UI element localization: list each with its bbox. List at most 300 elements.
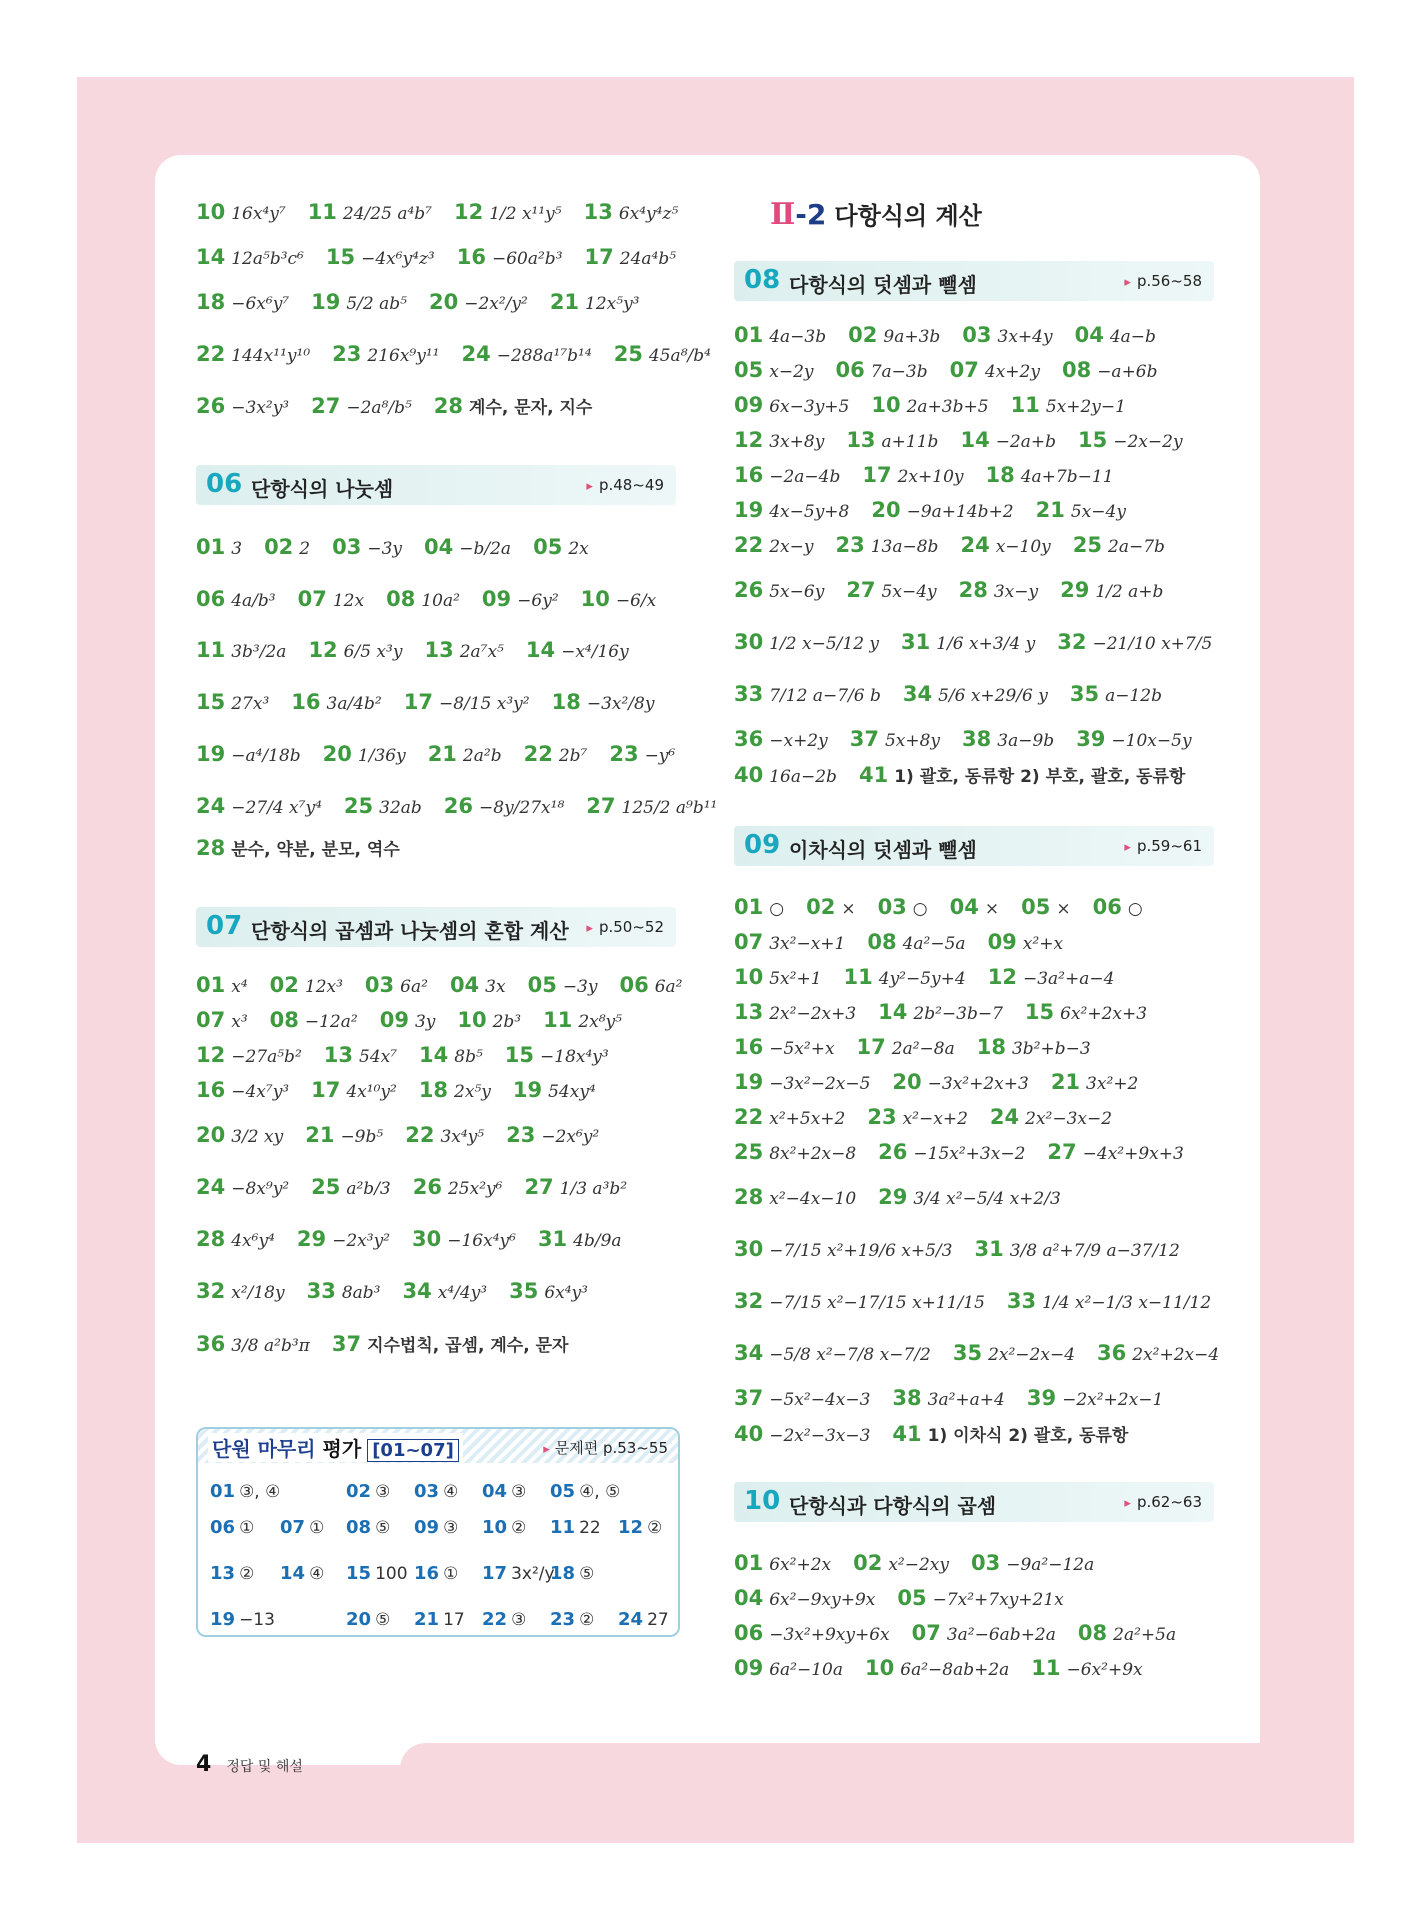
answer-item [734,965,822,989]
review-title-text: 단원 마무리 [212,1437,316,1461]
answer-item [196,1175,289,1199]
answer-number: 06 [835,358,865,382]
answer-value: 3x²+2 [1086,1074,1139,1094]
answer-value: 12a⁵b³c⁶ [231,249,304,269]
answer-row [196,535,611,559]
answer-item [953,1341,1075,1365]
answer-item [305,1123,383,1147]
answer-number: 20 [322,742,352,766]
answer-value: 32ab [379,798,422,818]
review-number: 12 [618,1517,644,1538]
answer-row [196,742,697,766]
answer-number: 10 [734,965,764,989]
answer-number: 15 [1078,428,1108,452]
answer-number: 03 [364,973,395,997]
answer-item [1078,1621,1176,1645]
answer-value: 지수법칙, 곱셈, 계수, 문자 [367,1336,569,1356]
answer-number: 21 [549,290,580,314]
review-page-reference: ▸ 문제편 p.53~55 [543,1437,668,1458]
answer-number: 14 [196,245,226,269]
answer-value: −6x⁶y⁷ [231,294,290,314]
review-value: ① [443,1564,459,1584]
answer-number: 31 [974,1237,1004,1261]
answer-row [196,1043,631,1067]
answer-row [734,682,1184,706]
answer-value: 10a² [421,591,460,611]
answer-row [734,1000,1169,1024]
answer-item [846,428,938,452]
answer-item [297,1227,390,1251]
answer-item [1047,1140,1183,1164]
answer-number: 27 [586,794,616,818]
answer-item [734,1237,952,1261]
answer-number: 10 [457,1008,487,1032]
review-number: 14 [280,1563,306,1584]
answer-item [307,1279,381,1303]
answer-value: 6a² [400,977,428,997]
answer-number: 39 [1076,727,1106,751]
answer-value: −a+6b [1097,362,1158,382]
answer-value: 1/2 a+b [1095,582,1164,602]
answer-number: 07 [734,930,764,954]
answer-value: 4x¹⁰y² [346,1082,397,1102]
answer-value: 2x+10y [897,467,964,487]
answer-item [871,393,988,417]
answer-item [270,973,343,997]
answer-number: 17 [584,245,614,269]
answer-value: x⁴ [231,977,248,997]
answer-number: 03 [962,323,992,347]
section-title: 다항식의 덧셈과 뺄셈 [789,273,977,297]
review-number: 01 [210,1481,236,1502]
answer-item [850,727,940,751]
answer-value: a²b/3 [346,1179,391,1199]
answer-item [619,973,682,997]
answer-number: 05 [533,535,563,559]
answer-number: 36 [196,1331,226,1356]
answer-row [734,393,1148,417]
answer-value: 27x³ [231,694,270,714]
section-number: 10 [744,1486,781,1516]
answer-item [419,1078,491,1102]
answer-number: 35 [509,1279,539,1303]
answer-item [734,1000,856,1024]
review-value: 17 [443,1610,465,1630]
answer-value: a+11b [881,432,939,452]
answer-row [196,1331,590,1356]
answer-value: 16a−2b [769,766,837,787]
answer-item [950,895,999,919]
answer-number: 22 [196,342,226,366]
answer-item [196,835,400,860]
answer-row [734,965,1136,989]
answer-row [734,1656,1165,1680]
section-header-09 [734,826,1214,866]
answer-value: 4x+2y [984,362,1040,382]
review-number: 19 [210,1609,236,1630]
answer-number: 27 [846,578,876,602]
review-answer [482,1609,526,1630]
review-value: ① [309,1518,325,1538]
answer-number: 26 [412,1175,442,1199]
answer-item [196,535,242,559]
answer-value: −27/4 x⁷y⁴ [231,798,322,818]
answer-value: 16x⁴y⁷ [231,204,286,224]
answer-row [734,1551,1116,1575]
answer-value: 1/3 a³b² [559,1179,628,1199]
answer-value: 4a+7b−11 [1020,467,1114,487]
answer-number: 07 [196,1008,226,1032]
answer-item [457,1008,521,1032]
answer-item [734,498,849,522]
answer-item [311,1175,391,1199]
answer-value: 5x²+1 [769,969,822,989]
answer-number: 13 [846,428,876,452]
answer-item [581,587,657,611]
answer-number: 29 [1060,578,1090,602]
answer-value: a−12b [1105,686,1162,706]
answer-item [533,535,589,559]
answer-number: 01 [196,535,226,559]
answer-number: 20 [871,498,901,522]
answer-number: 09 [734,393,764,417]
review-value: ③ [375,1482,391,1502]
answer-number: 15 [196,690,226,714]
answer-number: 34 [734,1341,764,1365]
answer-number: 30 [734,1237,764,1261]
answer-row [734,1586,1086,1610]
answer-value: x³ [231,1012,248,1032]
answer-value: 2x−y [769,537,814,557]
answer-number: 19 [734,498,764,522]
answer-number: 15 [325,245,356,269]
answer-number: 06 [1092,895,1122,919]
answer-value: 12x⁵y³ [585,294,640,314]
answer-value: 2x²−3x−2 [1025,1109,1113,1129]
answer-row [196,973,705,997]
review-answer [346,1609,390,1630]
answer-item [196,1227,275,1251]
answer-number: 23 [332,342,362,366]
answer-value: 4a/b³ [231,591,276,611]
answer-number: 25 [734,1140,764,1164]
answer-number: 13 [323,1043,353,1067]
answer-number: 09 [481,587,512,611]
answer-number: 29 [878,1185,908,1209]
answer-value: −7x²+7xy+21x [932,1590,1064,1610]
answer-value: 3b²+b−3 [1011,1039,1091,1059]
answer-item [734,1341,931,1365]
answer-row [734,1421,1150,1446]
answer-value: 2a−7b [1108,537,1165,557]
answer-value: 3/8 a²+7/9 a−37/12 [1009,1241,1180,1261]
answer-number: 16 [734,1035,764,1059]
answer-number: 19 [512,1078,543,1102]
answer-number: 10 [871,393,901,417]
answer-number: 36 [734,727,764,751]
answer-value: x²/18y [231,1283,285,1303]
answer-number: 24 [989,1105,1020,1129]
answer-item [428,742,502,766]
answer-number: 26 [443,794,474,818]
answer-item [844,965,966,989]
answer-number: 08 [867,930,897,954]
answer-item [550,290,640,314]
review-answer [550,1563,594,1584]
review-number: 05 [550,1481,576,1502]
answer-number: 13 [424,638,454,662]
review-header [198,1429,678,1463]
answer-value: 2a+3b+5 [906,397,989,417]
answer-number: 24 [960,533,990,557]
part-sub: -2 [795,198,827,231]
answer-value: × [984,899,1000,919]
answer-number: 03 [332,535,362,559]
answer-number: 18 [418,1078,449,1102]
answer-number: 21 [1035,498,1065,522]
section-number: 07 [206,911,243,941]
review-number: 22 [482,1609,508,1630]
review-number: 08 [346,1517,372,1538]
answer-item [332,1331,569,1356]
answer-number: 17 [403,690,433,714]
answer-item [734,393,849,417]
review-value: −13 [239,1610,275,1630]
answer-number: 17 [856,1035,886,1059]
answer-number: 04 [734,1586,764,1610]
answer-value: × [841,899,856,919]
answer-item [311,290,407,314]
answer-item [332,535,402,559]
answer-value: 54xy⁴ [548,1082,596,1102]
answer-number: 17 [862,463,892,487]
answer-item [871,498,1013,522]
answer-value: 45a⁸/b⁴ [648,346,711,366]
answer-value: 24/25 a⁴b⁷ [342,204,432,224]
answer-value: 1/36y [357,746,406,766]
answer-item [1057,630,1212,654]
answer-item [1031,1656,1142,1680]
answer-item [513,1078,596,1102]
answer-number: 39 [1026,1386,1057,1410]
answer-value: 2a⁷x⁵ [459,642,504,662]
answer-number: 23 [609,742,639,766]
answer-item [897,1586,1063,1610]
answer-value: −2x−2y [1113,432,1183,452]
answer-row [734,727,1214,751]
answer-row [734,1035,1113,1059]
answer-item [903,682,1048,706]
answer-number: 06 [196,587,226,611]
answer-item [538,1227,622,1251]
answer-value: 5/2 ab⁵ [346,294,407,314]
review-number: 16 [414,1563,440,1584]
section-number: 06 [206,469,243,499]
answer-number: 02 [853,1551,883,1575]
answer-value: −5x²+x [769,1039,835,1059]
answer-number: 20 [428,290,459,314]
answer-value: 7a−3b [870,362,928,382]
answer-item [323,742,406,766]
answer-item [585,245,677,269]
review-number: 24 [618,1609,644,1630]
answer-number: 35 [952,1341,983,1365]
review-answer [414,1563,458,1584]
answer-item [1062,358,1158,382]
answer-value: −3x²+9xy+6x [769,1625,890,1645]
answer-number: 11 [196,638,226,662]
answer-value: 4a−3b [769,327,827,347]
answer-item [734,1140,856,1164]
part-heading [770,196,982,232]
answer-row [196,794,739,818]
answer-item [988,965,1115,989]
answer-number: 05 [734,358,764,382]
review-answer [210,1517,254,1538]
answer-item [413,1175,503,1199]
answer-value: 3x [485,977,506,997]
page-reference: ▸ p.62~63 [1124,1493,1202,1511]
answer-value: −b/2a [459,539,512,559]
review-answer [346,1563,408,1584]
answer-number: 19 [734,1070,764,1094]
answer-number: 25 [613,342,643,366]
answer-value: 1/6 x+3/4 y [936,634,1036,654]
answer-item [429,290,528,314]
answer-item [311,394,412,418]
answer-value: 3/4 x²−5/4 x+2/3 [913,1189,1061,1209]
answer-number: 07 [297,587,327,611]
answer-number: 20 [892,1070,922,1094]
answer-item [734,533,814,557]
review-answer [618,1517,662,1538]
review-number: 18 [550,1563,576,1584]
answer-number: 28 [196,1227,226,1251]
answer-number: 25 [311,1175,341,1199]
answer-number: 28 [433,394,464,418]
answer-item [196,587,276,611]
answer-value: −12a² [304,1012,358,1032]
answer-value: 2x²−2x−4 [988,1345,1076,1365]
answer-item [196,200,286,224]
review-value: ④ [309,1564,325,1584]
answer-item [734,1621,890,1645]
answer-item [461,342,591,366]
answer-value: −3y [367,539,403,559]
answer-value: −3x²y³ [231,397,290,418]
answer-item [524,742,588,766]
answer-row [196,587,678,611]
answer-number: 28 [734,1185,764,1209]
answer-value: −2x²−3x−3 [769,1425,871,1446]
answer-item [878,895,928,919]
answer-value: −5/8 x²−7/8 x−7/2 [769,1345,931,1365]
answer-item [196,1332,310,1356]
answer-number: 22 [734,1105,764,1129]
answer-number: 33 [306,1279,336,1303]
answer-value: 계수, 문자, 지수 [469,398,593,418]
answer-value: −60a²b³ [491,249,563,269]
review-value: 100 [375,1564,408,1584]
answer-value: ○ [912,899,928,919]
answer-number: 12 [987,965,1017,989]
answer-item [1073,533,1165,557]
review-value: ② [579,1610,595,1630]
review-range: [01~07] [367,1439,459,1462]
answer-row [734,895,1165,919]
answer-item [734,578,824,602]
answer-number: 01 [734,895,764,919]
answer-number: 38 [962,727,992,751]
answer-number: 16 [456,245,486,269]
answer-value: 6x−3y+5 [769,397,850,417]
answer-number: 03 [971,1551,1001,1575]
answer-number: 24 [196,1175,226,1199]
answer-value: 125/2 a⁹b¹¹ [621,798,718,818]
answer-item [950,358,1040,382]
answer-value: 3 [231,539,243,559]
answer-item [196,342,310,366]
answer-item [270,1008,358,1032]
answer-value: −16x⁴y⁶ [447,1231,516,1251]
answer-value: x²−4x−10 [769,1189,857,1209]
answer-row [734,1289,1233,1313]
answer-item [862,463,963,487]
answer-value: 5x+2y−1 [1045,397,1126,417]
answer-value: −27a⁵b² [231,1047,302,1067]
answer-value: 4b/9a [573,1231,622,1251]
answer-item [990,1105,1112,1129]
review-number: 21 [414,1609,440,1630]
review-answer [414,1517,458,1538]
review-answer [482,1481,526,1502]
answer-value: 3b³/2a [231,642,287,662]
review-value: ③ [443,1518,459,1538]
review-title-text2: 평가 [322,1437,362,1461]
answer-value: −8x⁹y² [231,1179,290,1199]
review-answer [618,1609,669,1630]
answer-item [734,1070,870,1094]
review-answer [210,1481,280,1502]
answer-item [1051,1070,1139,1094]
answer-number: 09 [379,1008,409,1032]
answer-value: 6x²+2x+3 [1060,1004,1148,1024]
answer-number: 14 [878,1000,908,1024]
answer-value: 2x [568,539,589,559]
answer-item [528,973,598,997]
answer-item [901,630,1035,654]
review-answer [550,1609,594,1630]
answer-value: 8ab³ [341,1283,381,1303]
part-title: 다항식의 계산 [834,202,982,230]
answer-number: 26 [878,1140,908,1164]
answer-number: 28 [196,836,226,860]
answer-number: 15 [504,1043,535,1067]
review-answer [346,1517,390,1538]
answer-number: 21 [1050,1070,1081,1094]
answer-item [482,587,559,611]
answer-value: 2x²−2x+3 [769,1004,857,1024]
answer-item [734,1105,845,1129]
answer-item [734,682,881,706]
answer-value: 12x³ [304,977,343,997]
answer-number: 33 [734,682,764,706]
page-reference: ▸ p.50~52 [586,918,664,936]
answer-value: 8x²+2x−8 [769,1144,857,1164]
answer-value: −x+2y [769,731,828,751]
review-answer [210,1563,254,1584]
answer-value: 3x⁴y⁵ [440,1127,485,1147]
